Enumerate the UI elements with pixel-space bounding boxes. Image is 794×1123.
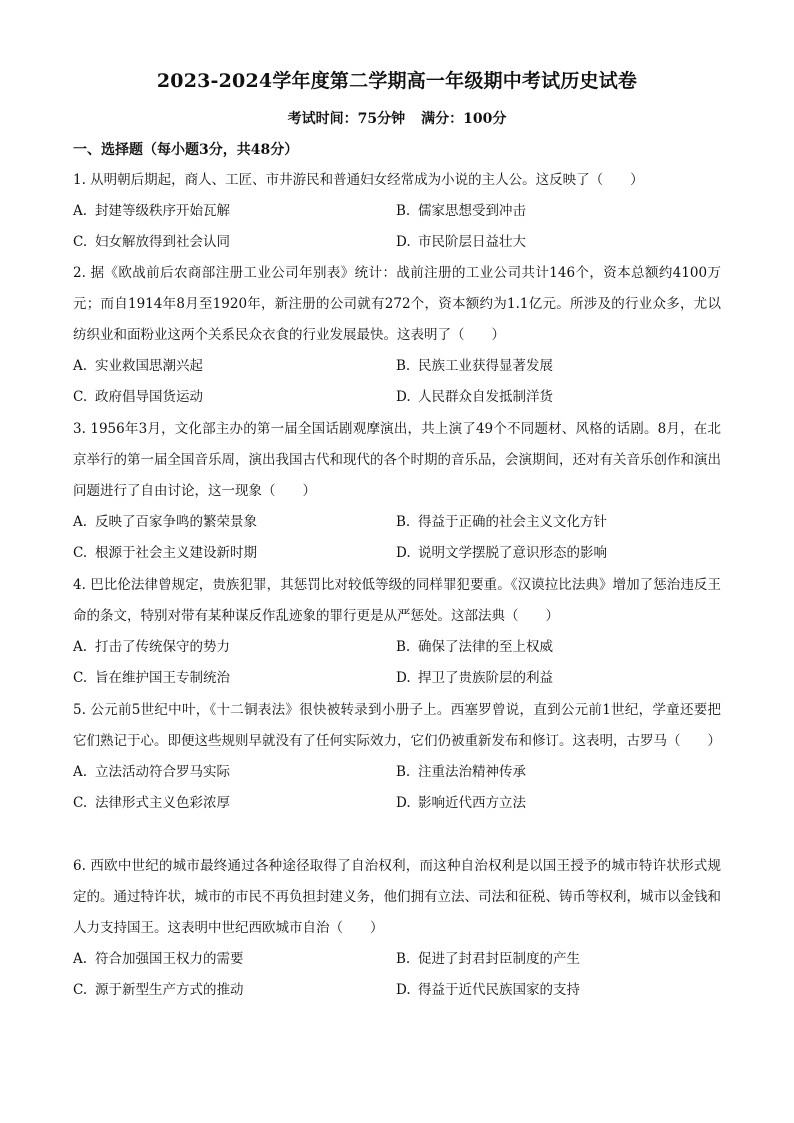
option-d[interactable]: D. 说明文学摆脱了意识形态的影响 (396, 545, 607, 561)
question-3 (73, 414, 721, 569)
question-stem: 3. 1956年3月，文化部主办的第一届全国话剧观摩演出，共上演了49个不同题材、风格的话剧。8月，在北京举行的第一届全国音乐周，演出我国古代和现代的各个时期的音乐品，会演期间，还对有关音乐创作和演出问题进行了自由讨论，这一现象（ ） (73, 421, 721, 499)
question-stem: 4. 巴比伦法律曾规定，贵族犯罪，其惩罚比对较低等级的同样罪犯要重。《汉谟拉比法典》增加了惩治违反王命的条文，特别对带有某种谋反作乱迹象的罪行更是从严惩处。这部法典（ ） (73, 577, 721, 624)
option-c[interactable]: C. 根源于社会主义建设新时期 (73, 545, 257, 561)
option-c[interactable]: C. 法律形式主义色彩浓厚 (73, 795, 230, 811)
question-stem: 2. 据《欧战前后农商部注册工业公司年别表》统计：战前注册的工业公司共计146个，资本总额约4100万元；而自1914年8月至1920年，新注册的公司就有272个，资本额约为1.1亿元。所涉及的行业众多，尤以纺织业和面粉业这两个关系民众衣食的行业发展最快。这表明了（ ） (73, 265, 721, 343)
option-a[interactable]: A. 封建等级秩序开始瓦解 (73, 203, 230, 219)
option-c[interactable]: C. 妇女解放得到社会认同 (73, 234, 230, 250)
option-b[interactable]: B. 民族工业获得显著发展 (396, 358, 553, 374)
option-d[interactable]: D. 影响近代西方立法 (396, 795, 526, 811)
option-d[interactable]: D. 得益于近代民族国家的支持 (396, 982, 580, 998)
option-d[interactable]: D. 人民群众自发抵制洋货 (396, 389, 553, 405)
option-a[interactable]: A. 立法活动符合罗马实际 (73, 764, 230, 780)
question-6 (73, 851, 721, 1006)
option-c[interactable]: C. 政府倡导国货运动 (73, 389, 203, 405)
exam-info (0, 108, 794, 128)
section-heading: 一、选择题（每小题3分，共48分） (73, 142, 299, 158)
option-a[interactable]: A. 实业救国思潮兴起 (73, 358, 203, 374)
exam-time: 考试时间：75分钟 (287, 111, 406, 127)
question-2 (73, 258, 721, 413)
question-stem: 1. 从明朝后期起，商人、工匠、市井游民和普通妇女经常成为小说的主人公。这反映了（ ） (73, 172, 644, 188)
option-a[interactable]: A. 打击了传统保守的势力 (73, 639, 230, 655)
option-b[interactable]: B. 促进了封君封臣制度的产生 (396, 951, 580, 967)
question-stem: 5. 公元前5世纪中叶，《十二铜表法》很快被转录到小册子上。西塞罗曾说，直到公元前1世纪，学童还要把它们熟记于心。即便这些规则早就没有了任何实际效力，它们仍被重新发布和修订。这表明，古罗马（ ） (73, 702, 721, 749)
question-5 (73, 695, 721, 819)
option-b[interactable]: B. 得益于正确的社会主义文化方针 (396, 514, 607, 530)
option-a[interactable]: A. 反映了百家争鸣的繁荣景象 (73, 514, 257, 530)
option-b[interactable]: B. 儒家思想受到冲击 (396, 203, 526, 219)
exam-title: 2023-2024学年度第二学期高一年级期中考试历史试卷 (156, 70, 638, 92)
option-d[interactable]: D. 捍卫了贵族阶层的利益 (396, 670, 553, 686)
question-stem: 6. 西欧中世纪的城市最终通过各种途径取得了自治权利，而这种自治权利是以国王授予的城市特许状形式规定的。通过特许状，城市的市民不再负担封建义务，他们拥有立法、司法和征税、铸币等权利，城市以金钱和人力支持国王。这表明中世纪西欧城市自治（ ） (73, 858, 721, 936)
exam-score: 满分：100分 (421, 111, 507, 127)
question-1 (73, 165, 721, 258)
question-4 (73, 570, 721, 694)
option-c[interactable]: C. 源于新型生产方式的推动 (73, 982, 244, 998)
option-b[interactable]: B. 注重法治精神传承 (396, 764, 526, 780)
option-c[interactable]: C. 旨在维护国王专制统治 (73, 670, 230, 686)
option-a[interactable]: A. 符合加强国王权力的需要 (73, 951, 244, 967)
option-b[interactable]: B. 确保了法律的至上权威 (396, 639, 553, 655)
option-d[interactable]: D. 市民阶层日益壮大 (396, 234, 526, 250)
